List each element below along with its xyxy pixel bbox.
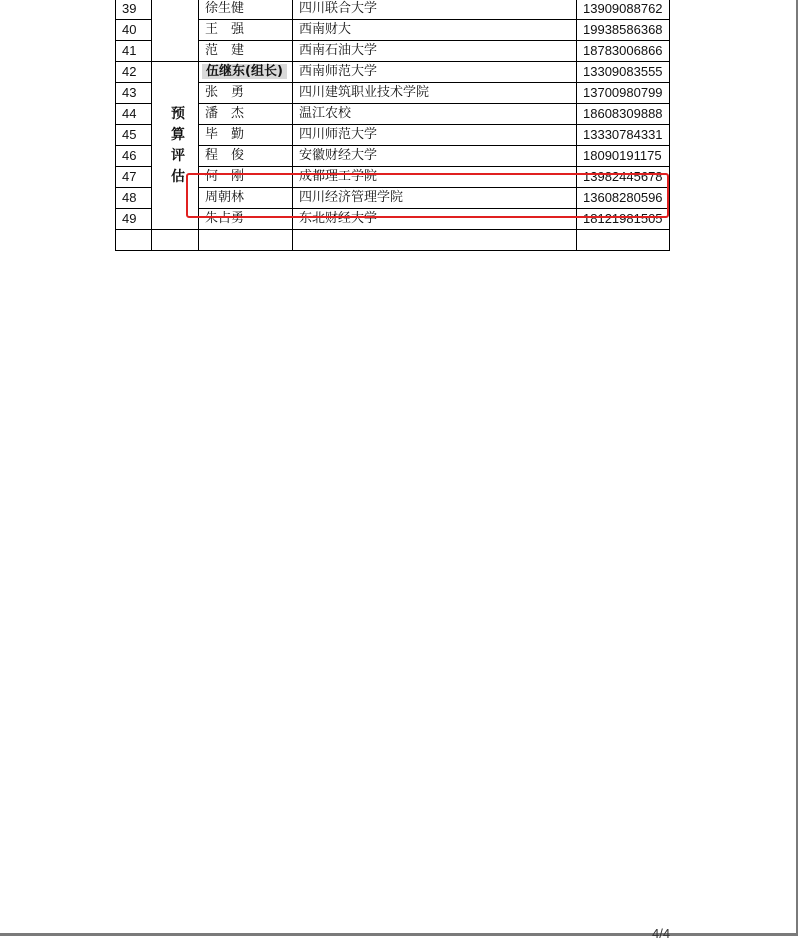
member-phone: 18121981505 bbox=[577, 209, 670, 230]
member-phone: 13982445678 bbox=[577, 167, 670, 188]
member-phone: 18090191175 bbox=[577, 146, 670, 167]
row-number: 49 bbox=[116, 209, 152, 230]
row-number: 41 bbox=[116, 41, 152, 62]
table-row bbox=[116, 0, 670, 20]
member-organization: 四川经济管理学院 bbox=[293, 188, 577, 209]
row-number: 47 bbox=[116, 167, 152, 188]
group-cell-budget-evaluation bbox=[152, 62, 199, 230]
member-organization: 西南师范大学 bbox=[293, 62, 577, 83]
member-name: 毕 勤 bbox=[199, 125, 293, 146]
member-phone: 13330784331 bbox=[577, 125, 670, 146]
table-row-highlighted bbox=[116, 188, 670, 209]
row-number: 43 bbox=[116, 83, 152, 104]
leader-name: 伍继东(组长) bbox=[202, 64, 287, 79]
member-name: 王 强 bbox=[199, 20, 293, 41]
empty-cell bbox=[199, 230, 293, 251]
row-number: 48 bbox=[116, 188, 152, 209]
member-phone: 18783006866 bbox=[577, 41, 670, 62]
table-row-highlighted bbox=[116, 167, 670, 188]
empty-cell bbox=[116, 230, 152, 251]
member-name: 张 勇 bbox=[199, 83, 293, 104]
member-phone: 13309083555 bbox=[577, 62, 670, 83]
page-number: 4/4 bbox=[652, 926, 671, 941]
row-number: 42 bbox=[116, 62, 152, 83]
member-organization: 成都理工学院 bbox=[293, 167, 577, 188]
member-organization: 四川建筑职业技术学院 bbox=[293, 83, 577, 104]
empty-cell bbox=[152, 230, 199, 251]
member-organization: 安徽财经大学 bbox=[293, 146, 577, 167]
empty-cell bbox=[577, 230, 670, 251]
row-number: 44 bbox=[116, 104, 152, 125]
member-organization: 温江农校 bbox=[293, 104, 577, 125]
row-number: 46 bbox=[116, 146, 152, 167]
table-row bbox=[116, 83, 670, 104]
member-organization: 四川联合大学 bbox=[293, 0, 577, 20]
member-name: 周朝林 bbox=[199, 188, 293, 209]
member-phone: 13909088762 bbox=[577, 0, 670, 20]
member-organization: 西南石油大学 bbox=[293, 41, 577, 62]
member-name: 徐生健 bbox=[199, 0, 293, 20]
row-number: 39 bbox=[116, 0, 152, 20]
table-row bbox=[116, 104, 670, 125]
member-organization: 四川师范大学 bbox=[293, 125, 577, 146]
group-label: 预算评估 bbox=[171, 105, 185, 185]
table-row bbox=[116, 41, 670, 62]
member-name: 程 俊 bbox=[199, 146, 293, 167]
member-organization: 西南财大 bbox=[293, 20, 577, 41]
table-row bbox=[116, 209, 670, 230]
member-name: 何 刚 bbox=[199, 167, 293, 188]
table-row bbox=[116, 146, 670, 167]
member-phone: 18608309888 bbox=[577, 104, 670, 125]
member-name-leader bbox=[199, 62, 293, 83]
row-number: 40 bbox=[116, 20, 152, 41]
table-row bbox=[116, 20, 670, 41]
member-organization: 东北财经大学 bbox=[293, 209, 577, 230]
table-row bbox=[116, 125, 670, 146]
member-name: 朱占勇 bbox=[199, 209, 293, 230]
member-name: 潘 杰 bbox=[199, 104, 293, 125]
row-number: 45 bbox=[116, 125, 152, 146]
member-phone: 13700980799 bbox=[577, 83, 670, 104]
member-phone: 19938586368 bbox=[577, 20, 670, 41]
personnel-table bbox=[115, 0, 670, 251]
table-row bbox=[116, 62, 670, 83]
group-cell-previous bbox=[152, 0, 199, 62]
table-row-empty bbox=[116, 230, 670, 251]
member-phone: 13608280596 bbox=[577, 188, 670, 209]
empty-cell bbox=[293, 230, 577, 251]
member-name: 范 建 bbox=[199, 41, 293, 62]
